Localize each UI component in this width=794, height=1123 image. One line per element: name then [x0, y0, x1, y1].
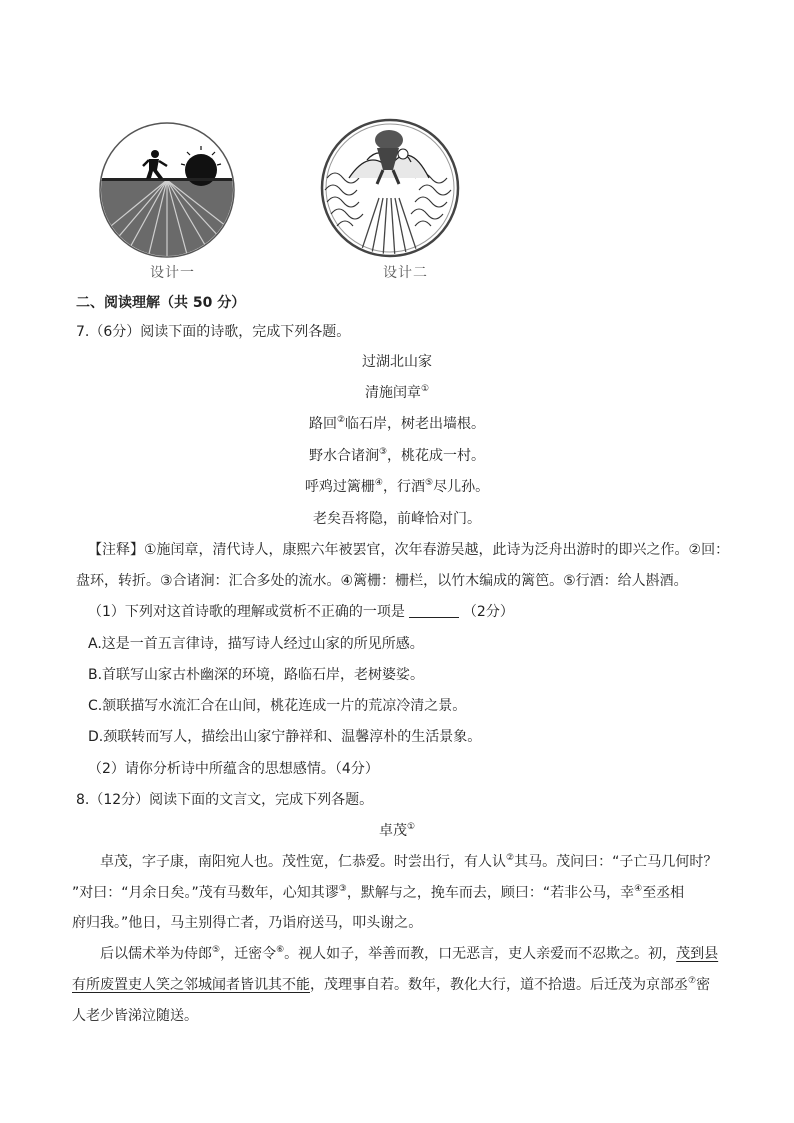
poem-line-1 [0, 414, 794, 434]
poem-line-text: 呼鸡过篱栅 [304, 479, 375, 495]
passage-p1-line-3: 府归我。”他日，马主别得亡者，乃诣府送马，叩头谢之。 [72, 915, 423, 931]
passage-text: 至丞相 [642, 885, 685, 901]
q7-sub2: （2）请你分析诗中所蕴含的思想感情。（4分） [88, 761, 379, 777]
poem-author-text: 清施闰章 [364, 385, 421, 401]
passage-p2-line-2 [72, 975, 710, 995]
poem-line-2 [0, 446, 794, 466]
passage-p1-line-2 [72, 883, 684, 903]
note-marker: ⑤ [425, 478, 434, 488]
note-marker: ③ [378, 447, 388, 457]
poem-line-3 [0, 477, 794, 497]
passage-text: ，迁密令 [220, 946, 277, 962]
q7-prompt: 7.（6分）阅读下面的诗歌，完成下列各题。 [76, 324, 351, 340]
note-marker: ⑤ [212, 945, 221, 955]
passage-text: ，默解与之，挽车而去，顾曰：“若非公马，幸 [346, 885, 635, 901]
poem-line-4: 老矣吾将隐，前峰恰对门。 [313, 511, 481, 527]
passage-title-text: 卓茂 [378, 823, 407, 839]
note-marker: ② [506, 853, 515, 863]
design-one-caption: 设计一 [150, 265, 195, 281]
design-one-figure [97, 122, 237, 258]
poem-line-text: ，桃花成一村。 [387, 448, 486, 464]
passage-text: 密 [696, 977, 711, 993]
note-marker: ⑦ [688, 976, 697, 986]
poem-line-text: ，行酒 [383, 479, 425, 495]
design-two-figure [319, 118, 461, 258]
poem-title: 过湖北山家 [362, 354, 432, 370]
poem-line-text: 尽儿孙。 [433, 479, 490, 495]
poem-author [0, 383, 794, 403]
poem-line-text: 临石岸，树老出墙根。 [345, 416, 486, 432]
note-marker: ⑥ [276, 945, 285, 955]
option-d: D.颈联转而写人，描绘出山家宁静祥和、温馨淳朴的生活景象。 [88, 729, 482, 745]
note-marker: ③ [338, 884, 347, 894]
note-marker: ① [406, 822, 416, 832]
note-marker: ② [336, 415, 346, 425]
section-title: 二、阅读理解（共 50 分） [76, 295, 246, 311]
poem-line-text: 野水合诸涧 [308, 448, 379, 464]
option-a: A.这是一首五言律诗，描写诗人经过山家的所见所感。 [88, 636, 424, 652]
passage-text: ”对曰：“月余日矣。”茂有马数年，心知其谬 [72, 885, 339, 901]
passage-p2-line-3: 人老少皆涕泣随送。 [72, 1008, 198, 1024]
option-b: B.首联写山家古朴幽深的环境，路临石岸，老树婆娑。 [88, 667, 425, 683]
poem-note-line-2: 盘环，转折。③合诸涧：汇合多处的流水。④篱栅：栅栏，以竹木编成的篱笆。⑤行酒：给人斟酒。 [76, 573, 688, 589]
passage-text: ，茂理事自若。数年，教化大行，道不拾遗。后迁茂为京部丞 [310, 977, 688, 993]
poem-line-text: 路回 [308, 416, 337, 432]
underlined-sentence: 茂到县 [676, 946, 719, 962]
design-two-caption: 设计二 [383, 265, 428, 281]
passage-p2-line-1 [100, 944, 718, 964]
passage-text: 后以儒术举为侍郎 [100, 946, 212, 962]
underlined-sentence: 有所废置吏人笑之邻城闻者皆讥其不能 [72, 977, 310, 993]
poem-note-line-1: 【注释】①施闰章，清代诗人，康熙六年被罢官，次年春游吴越，此诗为泛舟出游时的即兴之作。②回： [88, 542, 730, 558]
sub1-score: （2分） [462, 604, 514, 620]
passage-text: 卓茂，字子康，南阳宛人也。茂性宽，仁恭爱。时尝出行，有人认 [100, 854, 506, 870]
passage-text: 其马。茂问曰：“子亡马几何时？ [514, 854, 718, 870]
note-marker: ① [420, 384, 430, 394]
passage-title [0, 821, 794, 841]
note-marker: ④ [374, 478, 383, 488]
option-c: C.颔联描写水流汇合在山间，桃花连成一片的荒凉冷清之景。 [88, 698, 467, 714]
q8-prompt: 8.（12分）阅读下面的文言文，完成下列各题。 [76, 792, 374, 808]
note-marker: ④ [634, 884, 643, 894]
passage-p1-line-1 [100, 852, 717, 872]
q7-sub1 [88, 602, 514, 622]
passage-text: 。视人如子，举善而教，口无恶言，吏人亲爱而不忍欺之。初， [284, 946, 677, 962]
answer-blank[interactable] [409, 603, 459, 618]
sub1-text: （1）下列对这首诗歌的理解或赏析不正确的一项是 [88, 604, 405, 620]
